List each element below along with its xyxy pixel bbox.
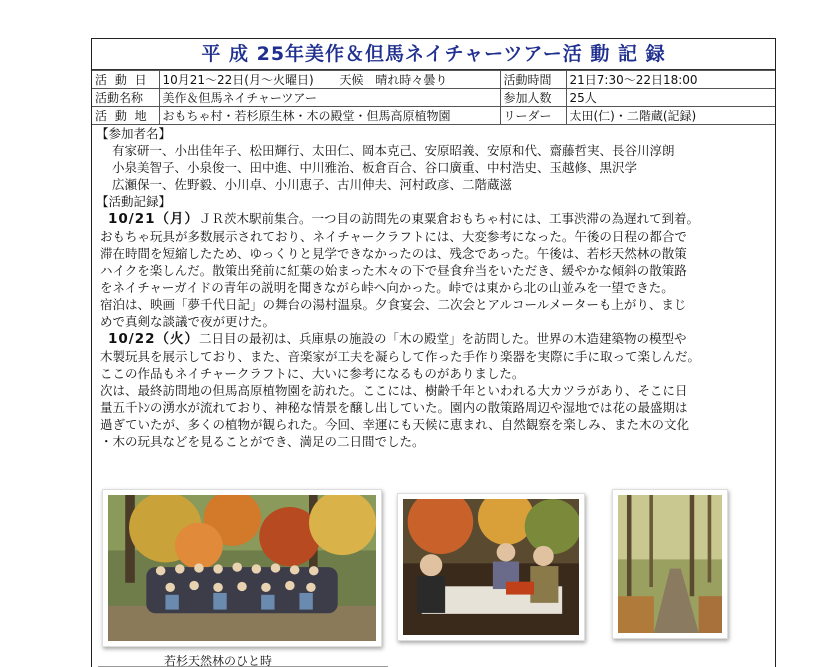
record-line: ・木の玩具などを見ることができ、満足の二日間でした。 [100, 434, 425, 449]
record-line [100, 330, 772, 348]
info-table [92, 70, 775, 125]
date-label: 活 動 日 [92, 71, 159, 89]
day2-date: 10/22（火） [108, 331, 200, 347]
leader-label: リーダー [500, 107, 566, 125]
lunch-photo [397, 493, 585, 641]
participant-line: 有家研一、小出佳年子、松田輝行、太田仁、岡本克己、安原昭義、安原和代、齋藤哲実、長谷川淳朗 [112, 143, 675, 158]
record-text: ＪＲ茨木駅前集合。一つ目の訪問先の東粟倉おもちゃ村には、工事渋滞の為遅れて到着。 [199, 211, 700, 226]
time-value: 21日7:30～22日18:00 [566, 71, 775, 89]
group-photo [102, 489, 382, 647]
participants-heading: 【参加者名】 [96, 126, 172, 141]
place-value: おもちゃ村・若杉原生林・木の殿堂・但馬高原植物園 [159, 107, 500, 125]
report-title: 平 成 25年美作＆但馬ネイチャーツアー活 動 記 録 [92, 39, 775, 70]
info-row-date [92, 71, 775, 89]
forest-path-photo [612, 489, 728, 639]
place-label: 活 動 地 [92, 107, 159, 125]
record-line: 次は、最終訪問地の但馬高原植物園を訪れた。ここには、樹齢千年といわれる大カツラがあり、そこに日 [100, 383, 688, 398]
time-label: 活動時間 [500, 71, 566, 89]
record-text: 二日目の最初は、兵庫県の施設の「木の殿堂」を訪問した。世界の木造建築物の模型や [199, 331, 687, 346]
date-value: 10月21～22日(月～火曜日) [162, 73, 314, 87]
count-value: 25人 [566, 89, 775, 107]
record-line: 木製玩具を展示しており、また、音楽家が工夫を凝らして作った手作り楽器を実際に手に取って楽しんだ。 [100, 349, 701, 364]
photo-caption: 若杉天然林のひと時 [164, 654, 273, 667]
activity-report [91, 38, 776, 667]
record-line: 過ぎていたが、多くの植物が観られた。今回、幸運にも天候に恵まれ、自然観察を楽しみ、また木の文化 [100, 417, 690, 432]
weather-label: 天候 [339, 73, 364, 87]
count-label: 参加人数 [500, 89, 566, 107]
participant-line: 広瀬保一、佐野毅、小川卓、小川恵子、古川伸夫、河村政彦、二階蔵滋 [112, 177, 513, 192]
participant-line: 小泉美智子、小泉俊一、田中進、中川雅治、板倉百合、谷口廣重、中村浩史、玉越修、黒沢学 [112, 160, 638, 175]
record-line: おもちゃ玩具が多数展示されており、ネイチャークラフトには、大変参考になった。午後の日程の都合で [100, 229, 687, 244]
record-line: めで真剣な談議で夜が更けた。 [100, 314, 276, 329]
record-section [92, 193, 775, 450]
info-row-place [92, 107, 775, 125]
participants-section [92, 125, 775, 193]
record-line [100, 210, 772, 228]
record-line: 滞在時間を短縮したため、ゆっくりと見学できなかったのは、残念であった。午後は、若杉天然林の散策 [100, 246, 687, 261]
record-line: 量五千ﾄﾝの湧水が流れており、神秘な情景を醸し出していた。園内の散策路周辺や湿地では花の最盛期は [100, 400, 688, 415]
weather-value: 晴れ時々曇り [375, 73, 448, 87]
record-line: ここの作品もネイチャークラフトに、大いに参考になるものがありました。 [100, 366, 525, 381]
record-line: ハイクを楽しんだ。散策出発前に紅葉の始まった木々の下で昼食弁当をいただき、緩やかな傾斜の散策路 [100, 263, 687, 278]
name-value: 美作＆但馬ネイチャーツアー [159, 89, 500, 107]
info-row-name [92, 89, 775, 107]
name-label: 活動名称 [92, 89, 159, 107]
day1-date: 10/21（月） [108, 211, 200, 227]
record-line: 宿泊は、映画「夢千代日記」の舞台の湯村温泉。夕食宴会、二次会とアルコールメーターも上がり、まじ [100, 297, 687, 312]
record-heading: 【活動記録】 [96, 194, 172, 209]
date-cell [159, 71, 500, 89]
photo-strip [92, 489, 775, 667]
record-line: をネイチャーガイドの青年の説明を聞きながら峠へ向かった。峠では東から北の山並みを一望できた。 [100, 280, 674, 295]
leader-value: 太田(仁)・二階蔵(記録) [566, 107, 775, 125]
